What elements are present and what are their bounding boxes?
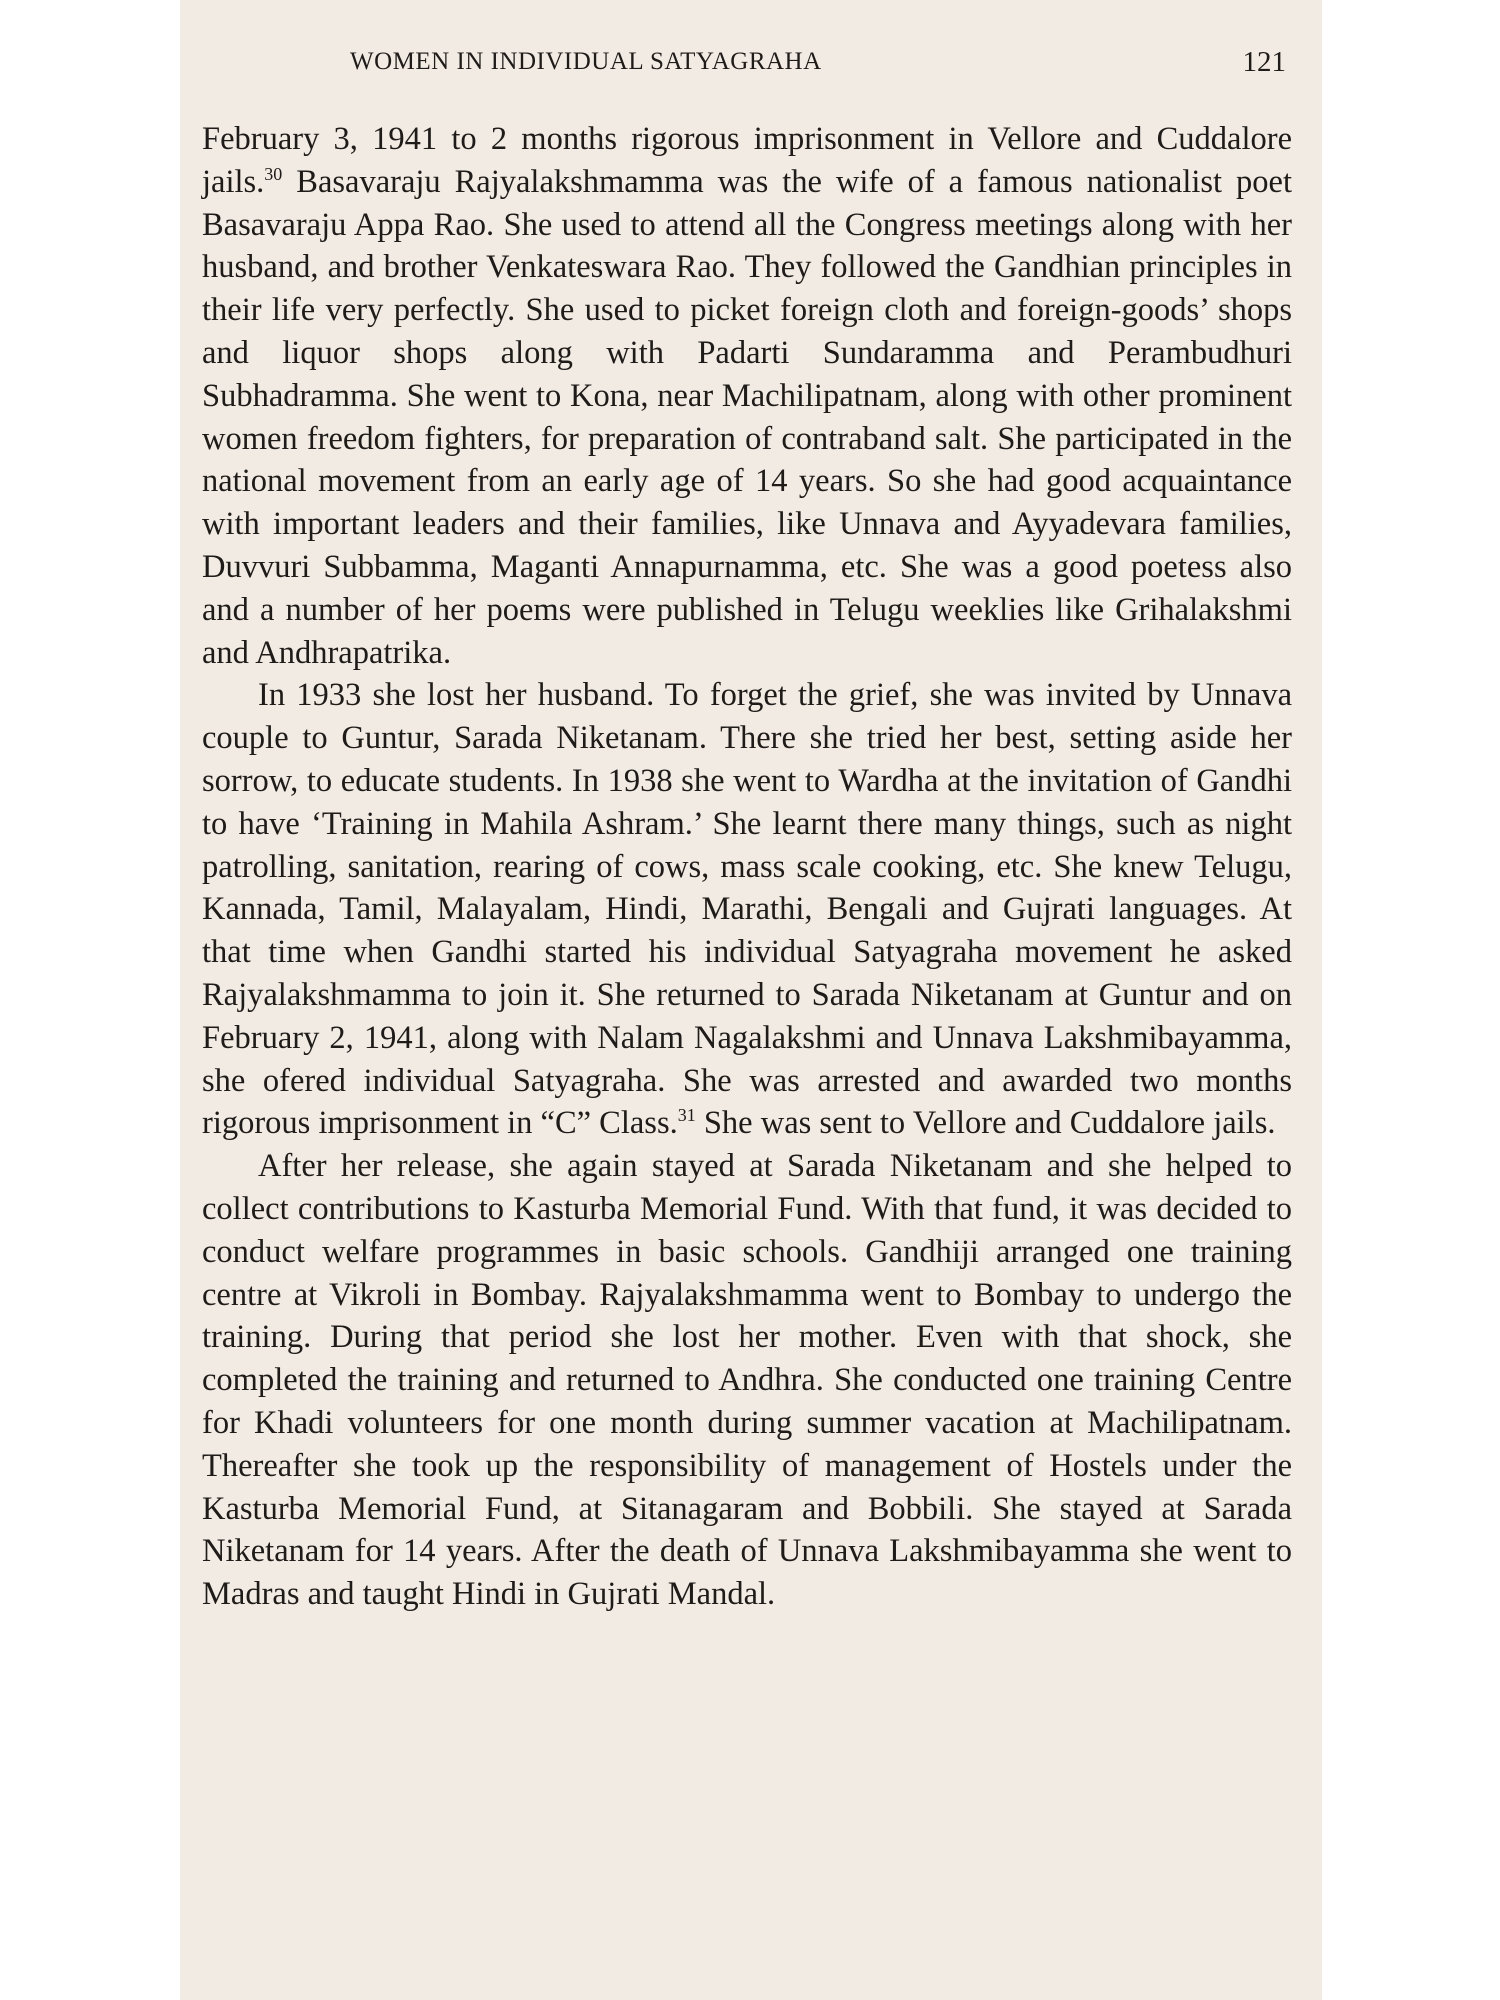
paragraph-2-text-a: In 1933 she lost her husband. To forget the grief, she was invited by Unnava couple to Guntur, Sarada Niketanam. There she tried her best, setting aside her sorrow, to educate students. In 1938 she went to Wardha at the invitation of Gandhi to have ‘Training in Mahila Ashram.’ She learnt there many things, such as night patrolling, sanitation, rearing of cows, mass scale cooking, etc. She knew Telugu, Kannada, Tamil, Malayalam, Hindi, Marathi, Bengali and Gujrati languages. At that time when Gandhi started his individual Satyagraha movement he asked Rajyalakshmamma to join it. She returned to Sarada Niketanam at Guntur and on February 2, 1941, along with Nalam Nagalakshmi and Unnava Lakshmibayamma, she ofered individual Satyagraha. She was arrested and awarded two months rigorous imprisonment in “C” Class. (202, 677, 1292, 1142)
paragraph-1 (202, 118, 1292, 674)
paragraph-1-text-a: February 3, 1941 to 2 months rigorous imprisonment in Vellore and Cuddalore jails. (202, 121, 1292, 200)
paragraph-2-text-b: She was sent to Vellore and Cuddalore jails. (695, 1105, 1276, 1142)
page-number: 121 (1242, 46, 1286, 78)
paragraph-1-text-b: Basavaraju Rajyalakshmamma was the wife of a famous nationalist poet Basavaraju Appa Rao. She used to attend all the Congress meetings along with her husband, and brother Venkateswara Rao. They followed the Gandhian principles in their life very perfectly. She used to picket foreign cloth and foreign-goods’ shops and liquor shops along with Padarti Sundaramma and Perambudhuri Subhadramma. She went to Kona, near Machilipatnam, along with other prominent women freedom fighters, for preparation of contraband salt. She participated in the national movement from an early age of 14 years. So she had good acquaintance with important leaders and their families, like Unnava and Ayyadevara families, Duvvuri Subbamma, Maganti Annapurnamma, etc. She was a good poetess also and a number of her poems were published in Telugu weeklies like Grihalakshmi and Andhrapatrika. (202, 163, 1292, 671)
footnote-ref-31: 31 (677, 1105, 696, 1126)
body-text (202, 118, 1292, 1616)
book-page (180, 0, 1322, 2000)
page-header (180, 48, 1322, 88)
footnote-ref-30: 30 (264, 163, 283, 184)
paragraph-2 (202, 674, 1292, 1145)
paragraph-3 (202, 1145, 1292, 1616)
running-head: WOMEN IN INDIVIDUAL SATYAGRAHA (350, 48, 822, 75)
paragraph-3-text: After her release, she again stayed at Sarada Niketanam and she helped to collect contributions to Kasturba Memorial Fund. With that fund, it was decided to conduct welfare programmes in basic schools. Gandhiji arranged one training centre at Vikroli in Bombay. Rajyalakshmamma went to Bombay to undergo the training. During that period she lost her mother. Even with that shock, she completed the training and returned to Andhra. She conducted one training Centre for Khadi volunteers for one month during summer vacation at Machilipatnam. Thereafter she took up the responsibility of management of Hostels under the Kasturba Memorial Fund, at Sitanagaram and Bobbili. She stayed at Sarada Niketanam for 14 years. After the death of Unnava Lakshmibayamma she went to Madras and taught Hindi in Gujrati Mandal. (202, 1148, 1292, 1613)
